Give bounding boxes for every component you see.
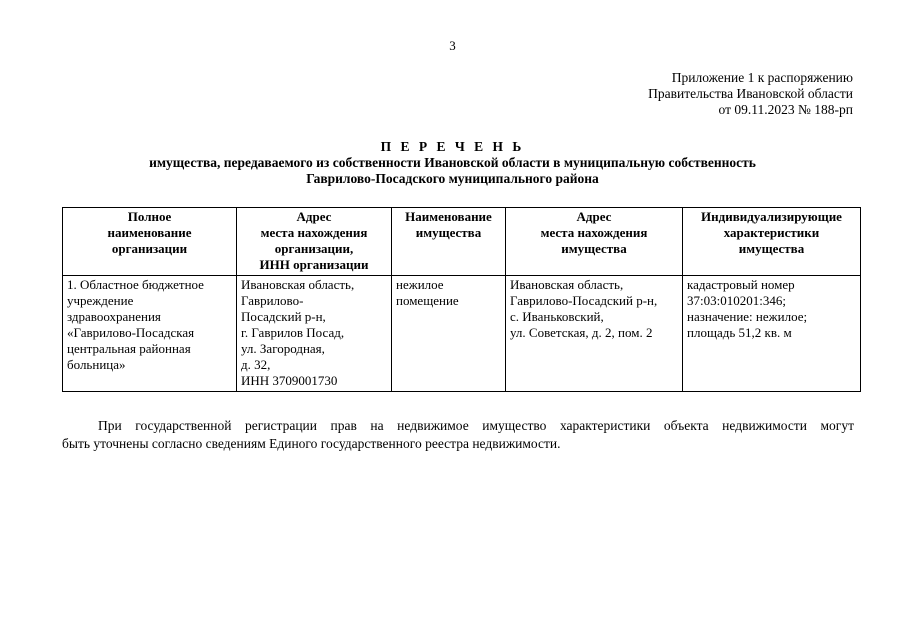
title-line: Гаврилово-Посадского муниципального района <box>306 171 599 186</box>
cell-property-name: нежилое помещение <box>392 276 506 392</box>
header-characteristics: Индивидуализирующие характеристики имущества <box>683 208 861 276</box>
header-organization: Полное наименование организации <box>63 208 237 276</box>
appendix-line: Правительства Ивановской области <box>648 86 853 101</box>
footnote-line: быть уточнены согласно сведениям Единого государственного реестра недвижимости. <box>62 436 561 451</box>
appendix-line: от 09.11.2023 № 188-рп <box>718 102 853 117</box>
header-property-address: Адрес места нахождения имущества <box>506 208 683 276</box>
cell-characteristics: кадастровый номер 37:03:010201:346; назначение: нежилое; площадь 51,2 кв. м <box>683 276 861 392</box>
table-header-row <box>63 208 861 276</box>
title-heading: П Е Р Е Ч Е Н Ь <box>380 139 525 154</box>
table-row <box>63 276 861 392</box>
appendix-reference <box>648 70 853 118</box>
header-org-address: Адрес места нахождения организации, ИНН организации <box>237 208 392 276</box>
footnote-line: При государственной регистрации прав на недвижимое имущество характеристики объекта недвижимости могут <box>98 418 854 433</box>
cell-property-address: Ивановская область, Гаврилово-Посадский р-н, с. Иваньковский, ул. Советская, д. 2, пом. 2 <box>506 276 683 392</box>
document-title <box>0 139 905 187</box>
cell-organization: 1. Областное бюджетное учреждение здравоохранения «Гаврилово-Посадская центральная районная больница» <box>63 276 237 392</box>
cell-org-address: Ивановская область, Гаврилово- Посадский р-н, г. Гаврилов Посад, ул. Загородная, д. 32, ИНН 3709001730 <box>237 276 392 392</box>
appendix-line: Приложение 1 к распоряжению <box>671 70 853 85</box>
header-property-name: Наименование имущества <box>392 208 506 276</box>
title-line: имущества, передаваемого из собственности Ивановской области в муниципальную собственность <box>149 155 756 170</box>
property-table <box>62 207 861 392</box>
footnote-paragraph <box>62 417 854 453</box>
page-number: 3 <box>449 38 456 53</box>
